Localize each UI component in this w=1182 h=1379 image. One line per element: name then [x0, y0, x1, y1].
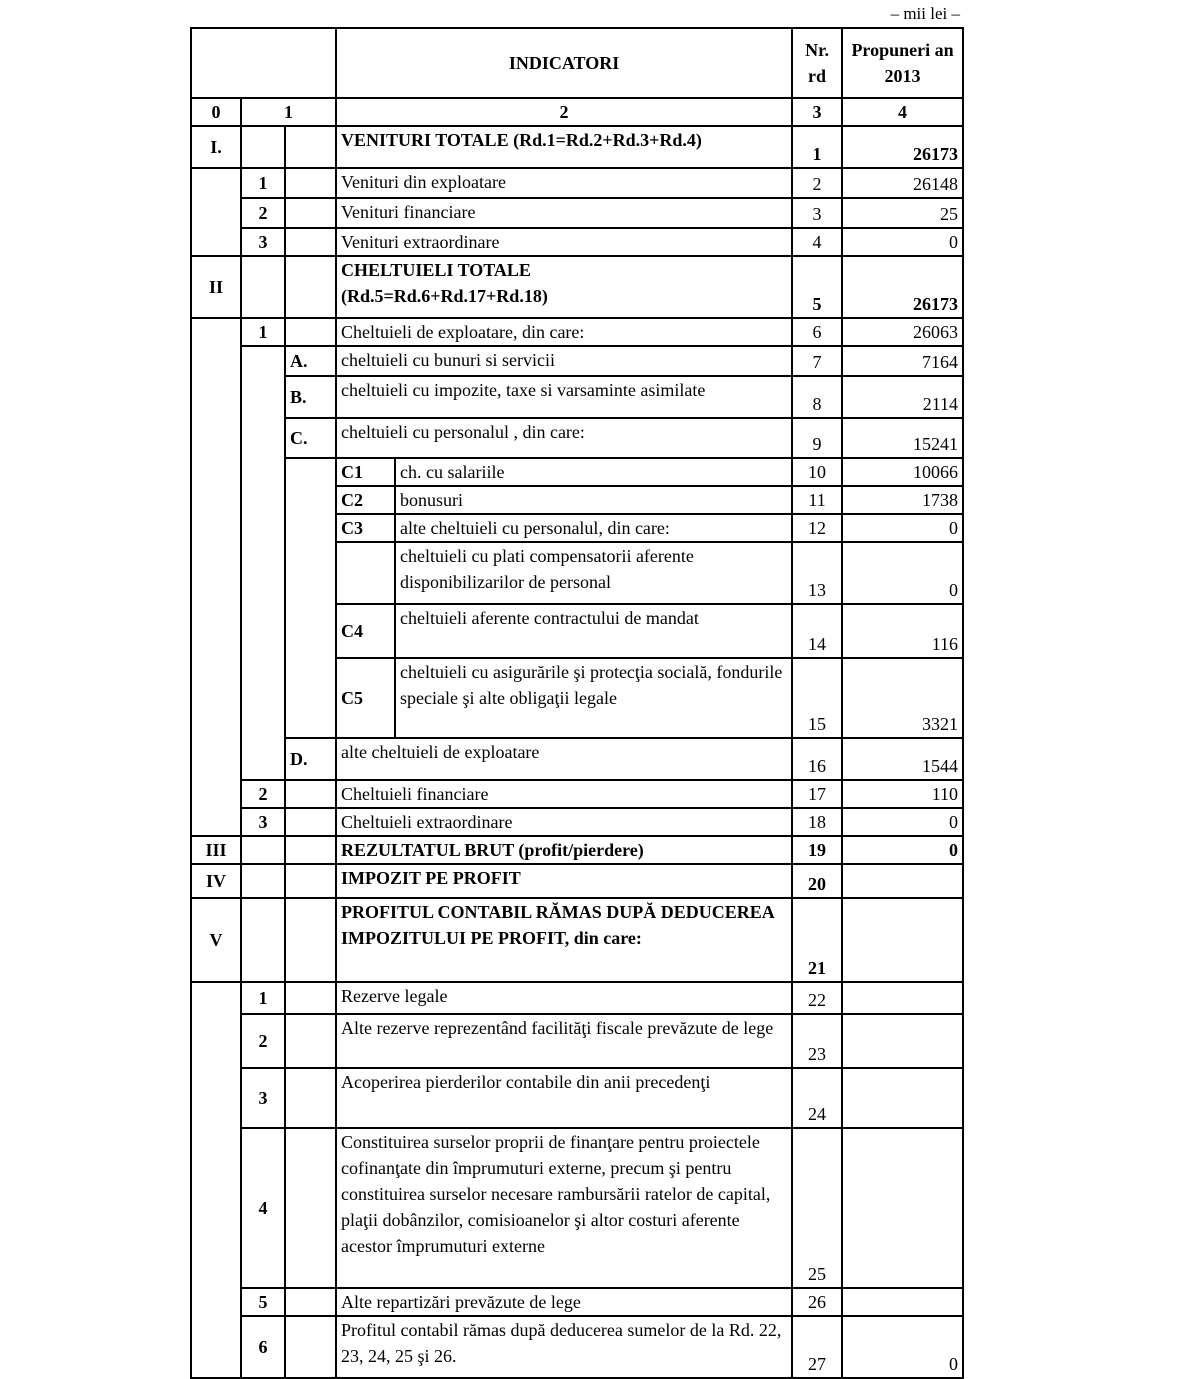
group-cell — [285, 1316, 336, 1378]
subsection-cell: 6 — [241, 1316, 285, 1378]
row-number: 14 — [792, 604, 842, 658]
row-number: 6 — [792, 318, 842, 346]
indicator-label: Cheltuieli financiare — [336, 780, 792, 808]
row-number: 11 — [792, 486, 842, 514]
proposal-value: 116 — [842, 604, 963, 658]
group-cell — [285, 1288, 336, 1316]
indicator-label: alte cheltuieli cu personalul, din care: — [395, 514, 792, 542]
table-row — [191, 1316, 963, 1378]
subsection-cell: 1 — [241, 982, 285, 1014]
indicator-label: IMPOZIT PE PROFIT — [336, 864, 792, 898]
subsection-cell: 4 — [241, 1128, 285, 1288]
indicator-label: Acoperirea pierderilor contabile din anii precedenţi — [336, 1068, 792, 1128]
table-row — [191, 458, 963, 486]
table-row — [191, 168, 963, 198]
indicator-label: REZULTATUL BRUT (profit/pierdere) — [336, 836, 792, 864]
group-cell: D. — [285, 738, 336, 780]
subsection-cell — [241, 898, 285, 982]
column-index-0: 0 — [191, 98, 241, 126]
section-cell: IV — [191, 864, 241, 898]
table-row — [191, 780, 963, 808]
column-index-3: 3 — [792, 98, 842, 126]
row-number: 9 — [792, 418, 842, 458]
indicator-label: Alte rezerve reprezentând facilităţi fiscale prevăzute de lege — [336, 1014, 792, 1068]
subgroup-cell: C4 — [336, 604, 395, 658]
indicator-label: Cheltuieli extraordinare — [336, 808, 792, 836]
proposal-value — [842, 898, 963, 982]
indicator-label: alte cheltuieli de exploatare — [336, 738, 792, 780]
proposal-value — [842, 1068, 963, 1128]
table-row — [191, 198, 963, 228]
indicator-label: cheltuieli aferente contractului de mandat — [395, 604, 792, 658]
proposal-value: 26173 — [842, 256, 963, 318]
table-row — [191, 808, 963, 836]
row-number: 1 — [792, 126, 842, 168]
indicator-label: ch. cu salariile — [395, 458, 792, 486]
subsection-cell: 2 — [241, 198, 285, 228]
group-cell — [285, 898, 336, 982]
group-cell — [285, 836, 336, 864]
header-proposals: Propuneri an 2013 — [842, 28, 963, 98]
proposal-value: 0 — [842, 836, 963, 864]
table-row — [191, 318, 963, 346]
group-cell — [285, 198, 336, 228]
row-number: 25 — [792, 1128, 842, 1288]
proposal-value: 26173 — [842, 126, 963, 168]
subgroup-cell: C5 — [336, 658, 395, 738]
row-number: 17 — [792, 780, 842, 808]
section-cell — [191, 318, 241, 836]
column-index-row — [191, 98, 963, 126]
indicator-label: cheltuieli cu personalul , din care: — [336, 418, 792, 458]
indicator-label: Cheltuieli de exploatare, din care: — [336, 318, 792, 346]
group-cell — [285, 458, 336, 738]
proposal-value: 0 — [842, 228, 963, 256]
group-cell — [285, 168, 336, 198]
column-index-2: 2 — [336, 98, 792, 126]
section-cell: III — [191, 836, 241, 864]
subgroup-cell: C1 — [336, 458, 395, 486]
group-cell — [285, 256, 336, 318]
proposal-value: 2114 — [842, 376, 963, 418]
table-row — [191, 738, 963, 780]
proposal-value: 10066 — [842, 458, 963, 486]
row-number: 27 — [792, 1316, 842, 1378]
indicator-label: Profitul contabil rămas după deducerea sumelor de la Rd. 22, 23, 24, 25 şi 26. — [336, 1316, 792, 1378]
subsection-cell: 1 — [241, 168, 285, 198]
proposal-value: 110 — [842, 780, 963, 808]
table-row — [191, 836, 963, 864]
proposal-value — [842, 1014, 963, 1068]
indicator-label: VENITURI TOTALE (Rd.1=Rd.2+Rd.3+Rd.4) — [336, 126, 792, 168]
indicator-label: Venituri financiare — [336, 198, 792, 228]
row-number: 23 — [792, 1014, 842, 1068]
subsection-cell — [241, 126, 285, 168]
proposal-value — [842, 982, 963, 1014]
indicator-label: Venituri din exploatare — [336, 168, 792, 198]
indicator-label: cheltuieli cu impozite, taxe si varsaminte asimilate — [336, 376, 792, 418]
subsection-cell: 2 — [241, 780, 285, 808]
subsection-cell: 3 — [241, 1068, 285, 1128]
column-index-4: 4 — [842, 98, 963, 126]
proposal-value: 0 — [842, 808, 963, 836]
budget-indicators-table — [190, 27, 964, 1379]
row-number: 3 — [792, 198, 842, 228]
indicator-label: cheltuieli cu bunuri si servicii — [336, 346, 792, 376]
group-cell — [285, 228, 336, 256]
subsection-cell — [241, 346, 285, 780]
table-row — [191, 228, 963, 256]
group-cell: A. — [285, 346, 336, 376]
indicator-label: Rezerve legale — [336, 982, 792, 1014]
table-row — [191, 376, 963, 418]
table-row — [191, 1128, 963, 1288]
row-number: 13 — [792, 542, 842, 604]
header-row-number: Nr. rd — [792, 28, 842, 98]
proposal-value: 0 — [842, 1316, 963, 1378]
subsection-cell — [241, 256, 285, 318]
header-row — [191, 28, 963, 98]
proposal-value: 3321 — [842, 658, 963, 738]
subsection-cell: 1 — [241, 318, 285, 346]
group-cell — [285, 982, 336, 1014]
subsection-cell: 2 — [241, 1014, 285, 1068]
row-number: 24 — [792, 1068, 842, 1128]
row-number: 21 — [792, 898, 842, 982]
group-cell — [285, 126, 336, 168]
proposal-value: 25 — [842, 198, 963, 228]
group-cell: B. — [285, 376, 336, 418]
proposal-value — [842, 864, 963, 898]
table-row — [191, 864, 963, 898]
row-number: 7 — [792, 346, 842, 376]
subsection-cell: 5 — [241, 1288, 285, 1316]
table-row — [191, 1014, 963, 1068]
section-cell — [191, 982, 241, 1378]
subgroup-cell — [336, 542, 395, 604]
proposal-value — [842, 1128, 963, 1288]
table-row — [191, 898, 963, 982]
row-number: 22 — [792, 982, 842, 1014]
subgroup-cell: C2 — [336, 486, 395, 514]
table-row — [191, 418, 963, 458]
group-cell: C. — [285, 418, 336, 458]
row-number: 12 — [792, 514, 842, 542]
row-number: 4 — [792, 228, 842, 256]
proposal-value: 26148 — [842, 168, 963, 198]
section-cell — [191, 168, 241, 256]
proposal-value: 7164 — [842, 346, 963, 376]
table-row — [191, 982, 963, 1014]
row-number: 18 — [792, 808, 842, 836]
indicator-label: Constituirea surselor proprii de finanţare pentru proiectele cofinanţate din împrumuturi externe, precum şi pentru constituirea surselor necesare rambursării ratelor de capital, plaţii dobânzilor, comisioanelor şi altor costuri aferente acestor împrumuturi externe — [336, 1128, 792, 1288]
group-cell — [285, 808, 336, 836]
proposal-value — [842, 1288, 963, 1316]
table-row — [191, 1068, 963, 1128]
row-number: 5 — [792, 256, 842, 318]
group-cell — [285, 780, 336, 808]
row-number: 19 — [792, 836, 842, 864]
section-cell: I. — [191, 126, 241, 168]
indicator-label: bonusuri — [395, 486, 792, 514]
unit-note: – mii lei – — [890, 4, 960, 23]
subsection-cell — [241, 836, 285, 864]
header-indicators: INDICATORI — [336, 28, 792, 98]
subsection-cell: 3 — [241, 808, 285, 836]
row-number: 10 — [792, 458, 842, 486]
section-cell: II — [191, 256, 241, 318]
group-cell — [285, 864, 336, 898]
header-blank-cell — [191, 28, 336, 98]
row-number: 20 — [792, 864, 842, 898]
indicator-label: Alte repartizări prevăzute de lege — [336, 1288, 792, 1316]
row-number: 8 — [792, 376, 842, 418]
proposal-value: 0 — [842, 542, 963, 604]
proposal-value: 1544 — [842, 738, 963, 780]
row-number: 16 — [792, 738, 842, 780]
indicator-label: cheltuieli cu asigurările şi protecţia socială, fondurile speciale şi alte obligaţii legale — [395, 658, 792, 738]
indicator-label: cheltuieli cu plati compensatorii aferente disponibilizarilor de personal — [395, 542, 792, 604]
indicator-label: PROFITUL CONTABIL RĂMAS DUPĂ DEDUCEREA IMPOZITULUI PE PROFIT, din care: — [336, 898, 792, 982]
group-cell — [285, 1068, 336, 1128]
table-row — [191, 126, 963, 168]
proposal-value: 0 — [842, 514, 963, 542]
group-cell — [285, 1128, 336, 1288]
table-body — [191, 28, 963, 1378]
proposal-value: 15241 — [842, 418, 963, 458]
column-index-1: 1 — [241, 98, 336, 126]
indicator-label: Venituri extraordinare — [336, 228, 792, 256]
row-number: 2 — [792, 168, 842, 198]
table-row — [191, 256, 963, 318]
row-number: 26 — [792, 1288, 842, 1316]
subsection-cell: 3 — [241, 228, 285, 256]
proposal-value: 1738 — [842, 486, 963, 514]
row-number: 15 — [792, 658, 842, 738]
subsection-cell — [241, 864, 285, 898]
proposal-value: 26063 — [842, 318, 963, 346]
section-cell: V — [191, 898, 241, 982]
group-cell — [285, 1014, 336, 1068]
group-cell — [285, 318, 336, 346]
table-row — [191, 1288, 963, 1316]
subgroup-cell: C3 — [336, 514, 395, 542]
table-row — [191, 346, 963, 376]
indicator-label: CHELTUIELI TOTALE (Rd.5=Rd.6+Rd.17+Rd.18) — [336, 256, 792, 318]
